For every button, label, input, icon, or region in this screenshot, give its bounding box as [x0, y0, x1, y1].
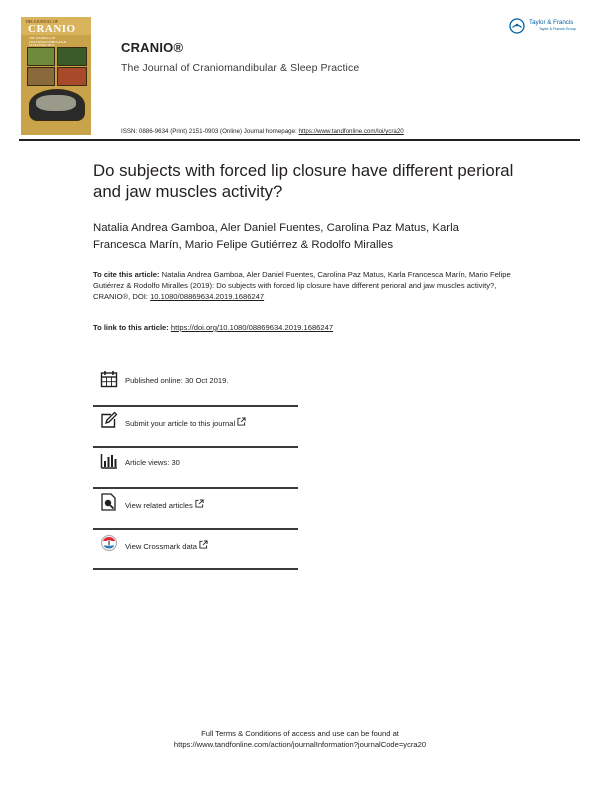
issn-text: ISSN: 0886-9634 (Print) 2151-0903 (Online) Journal homepage: — [121, 128, 299, 135]
article-views-text: Article views: 30 — [125, 458, 180, 467]
publisher-name: Taylor & Francis — [529, 19, 574, 26]
related-articles-label: View related articles — [125, 501, 193, 510]
crossmark-label: View Crossmark data — [125, 542, 198, 551]
journal-cover-image — [21, 17, 91, 135]
journal-name: CRANIO® — [121, 40, 184, 55]
cite-text: Natalia Andrea Gamboa, Aler Daniel Fuentes, Carolina Paz Matus, Karla Francesca Marín, Mario Felipe Gutiérrez & Rodolfo Miralles (2019): Do subjects with forced lip closure have different perioral and jaw muscles activity?, CRANIO®, DOI: — [93, 270, 511, 301]
calendar-icon — [100, 370, 118, 388]
footer — [0, 728, 600, 750]
crossmark-item[interactable] — [93, 530, 298, 571]
related-articles-link[interactable] — [125, 499, 204, 510]
article-title: Do subjects with forced lip closure have different perioral and jaw muscles activity? — [93, 161, 514, 201]
bar-chart-icon — [100, 452, 118, 470]
related-articles-icon — [100, 493, 118, 511]
submit-icon — [100, 411, 118, 429]
external-link-icon — [237, 417, 246, 426]
publisher-logo[interactable] — [509, 17, 587, 37]
issn-line — [121, 128, 404, 135]
article-link-row — [93, 323, 333, 332]
crossmark-icon — [100, 534, 118, 552]
external-link-icon — [195, 499, 204, 508]
divider — [93, 568, 298, 570]
link-label: To link to this article: — [93, 323, 171, 332]
header-divider — [19, 139, 580, 141]
publisher-tagline: Taylor & Francis Group — [539, 27, 576, 31]
cover-brand: CRANIO — [28, 23, 76, 35]
published-online-text: Published online: 30 Oct 2019. — [125, 376, 229, 385]
cover-top-text: THE JOURNAL OF — [25, 19, 58, 24]
external-link-icon — [199, 540, 208, 549]
footer-line-1: Full Terms & Conditions of access and use can be found at — [201, 729, 399, 738]
published-online-item — [93, 366, 298, 407]
article-authors: Natalia Andrea Gamboa, Aler Daniel Fuentes, Carolina Paz Matus, Karla Francesca Marín, Mario Felipe Gutiérrez & Rodolfo Miralles — [93, 222, 459, 251]
citation-block — [93, 269, 513, 302]
submit-article-label: Submit your article to this journal — [125, 419, 236, 428]
doi-link[interactable]: 10.1080/08869634.2019.1686247 — [150, 292, 265, 301]
journal-subtitle: The Journal of Craniomandibular & Sleep Practice — [121, 62, 360, 74]
cover-subtitle: THE JOURNAL OF CRANIOMANDIBULAR & SLEEP PRACTICE — [29, 36, 67, 48]
journal-homepage-link[interactable]: https://www.tandfonline.com/loi/ycra20 — [298, 128, 404, 135]
submit-article-link[interactable] — [125, 417, 246, 428]
footer-terms-link[interactable]: https://www.tandfonline.com/action/journalInformation?journalCode=ycra20 — [173, 740, 427, 749]
related-articles-item[interactable] — [93, 489, 298, 530]
article-url-link[interactable]: https://doi.org/10.1080/08869634.2019.1686247 — [170, 323, 334, 332]
publisher-logo-icon — [509, 18, 525, 34]
article-info-list — [93, 366, 298, 571]
article-views-item — [93, 448, 298, 489]
submit-article-item[interactable] — [93, 407, 298, 448]
cite-label: To cite this article: — [93, 270, 162, 279]
crossmark-link[interactable] — [125, 540, 208, 551]
